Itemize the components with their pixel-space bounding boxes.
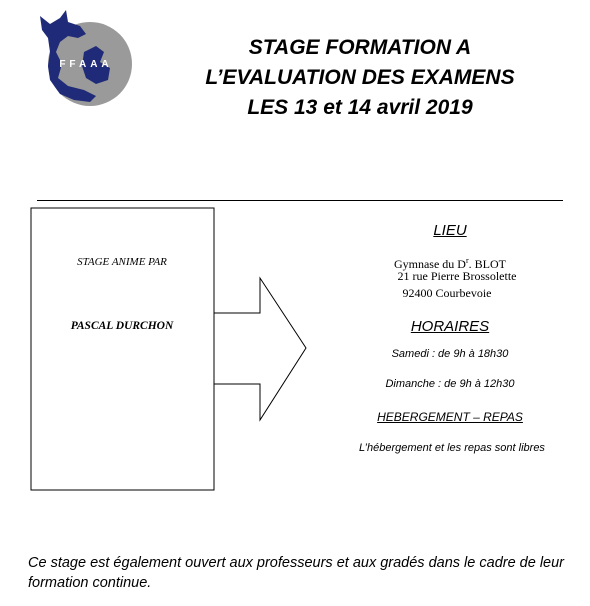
lodging-text: L’hébergement et les repas sont libres: [359, 442, 545, 454]
venue-city: 92400 Courbevoie: [402, 286, 492, 300]
schedule-heading: HORAIRES: [410, 318, 490, 335]
logo-text: FFAAA: [59, 59, 113, 70]
venue-suffix: . BLOT: [468, 257, 506, 271]
venue-prefix: Gymnase du D: [393, 257, 466, 271]
stage-animated-by-label: STAGE ANIME PAR: [77, 256, 167, 268]
footer-note: Ce stage est également ouvert aux professeurs et aux gradés dans le cadre de leur formation continue.: [28, 555, 565, 591]
title-line-2: L’EVALUATION DES EXAMENS: [205, 66, 515, 89]
location-heading: LIEU: [433, 222, 467, 239]
title-line-3: LES 13 et 14 avril 2019: [247, 96, 473, 119]
schedule-sunday: Dimanche : de 9h à 12h30: [385, 378, 515, 390]
venue-superscript: r: [465, 256, 469, 265]
venue-street: 21 rue Pierre Brossolette: [397, 269, 517, 283]
title-line-1: STAGE FORMATION A: [248, 36, 472, 59]
instructor-name: PASCAL DURCHON: [70, 320, 174, 332]
schedule-saturday: Samedi : de 9h à 18h30: [391, 348, 509, 360]
lodging-heading: HEBERGEMENT – REPAS: [377, 410, 523, 424]
